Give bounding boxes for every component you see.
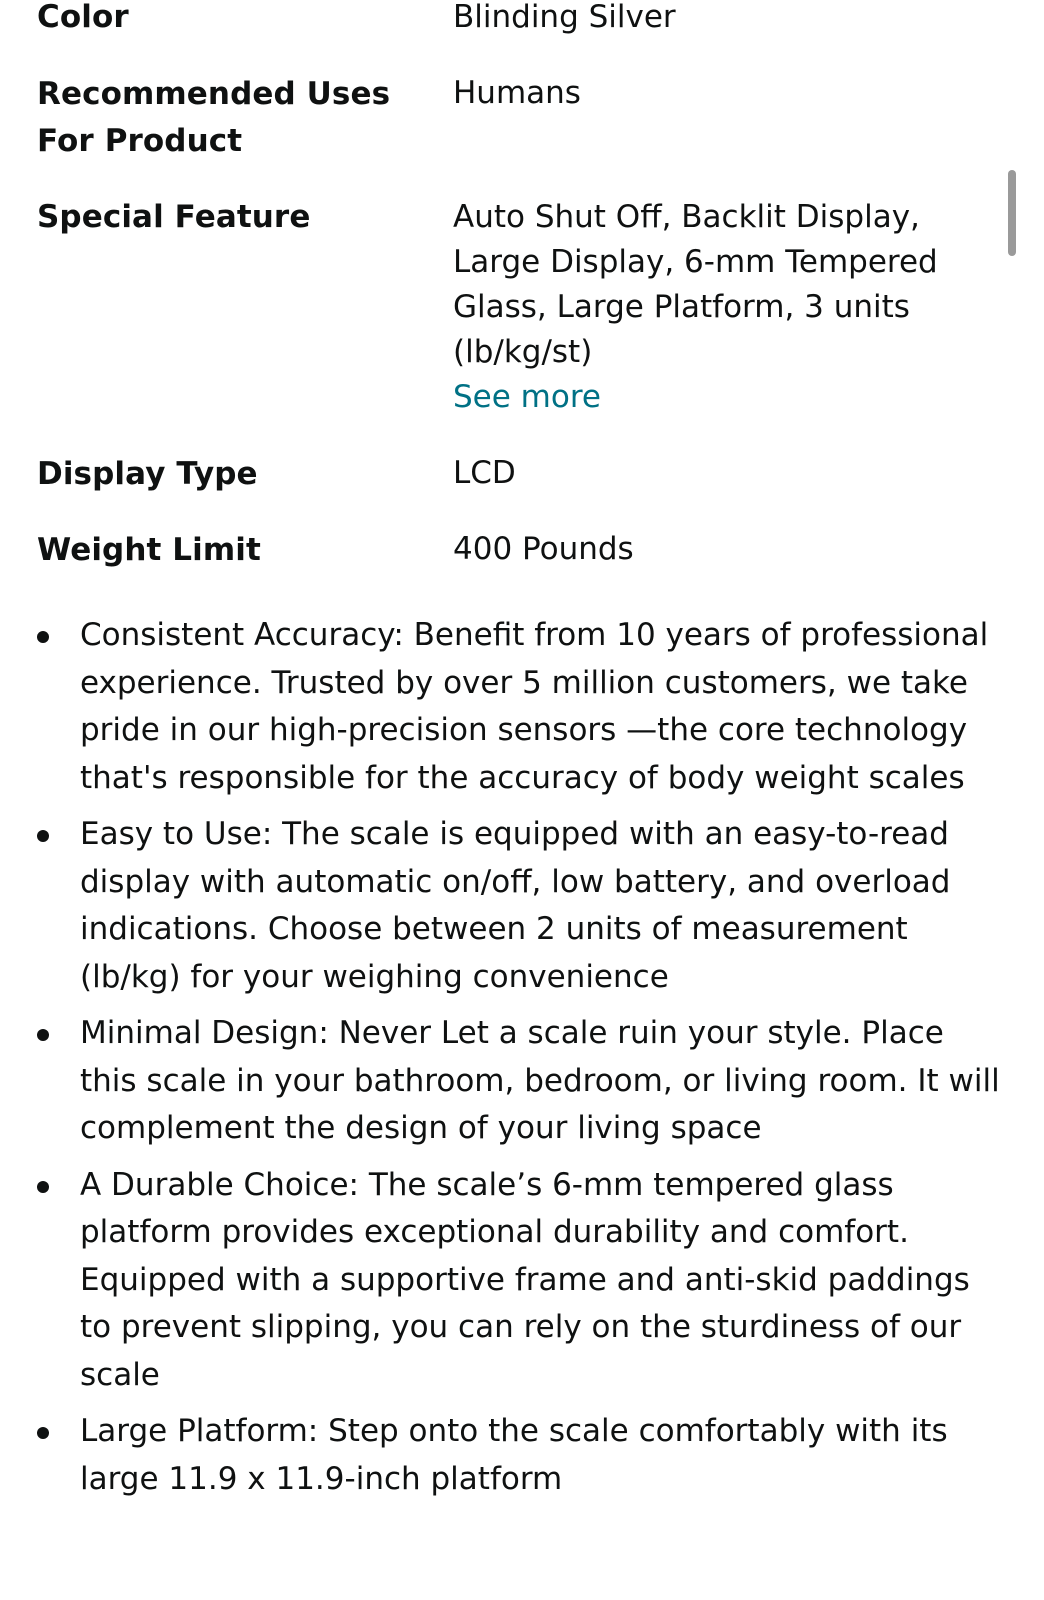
feature-bullet <box>0 811 1044 1001</box>
vertical-scrollbar[interactable] <box>1008 170 1016 256</box>
bullet-dot-icon <box>37 631 49 643</box>
feature-bullet-text: A Durable Choice: The scale’s 6-mm tempered glass platform provides exceptional durability and comfort. Equipped with a supportive frame and anti-skid paddings to prevent slipping, you can rely on the sturdiness of our scale <box>80 1166 970 1393</box>
feature-bullet <box>0 1408 1044 1503</box>
spec-label-weight-limit: Weight Limit <box>37 532 261 568</box>
feature-bullet-text: Easy to Use: The scale is equipped with an easy-to-read display with automatic on/off, low battery, and overload indications. Choose between 2 units of measurement (lb/kg) for your weighing convenience <box>80 816 951 995</box>
feature-bullet-text: Minimal Design: Never Let a scale ruin your style. Place this scale in your bathroom, bedroom, or living room. It will complement the design of your living space <box>80 1015 1000 1146</box>
feature-bullet-text: Consistent Accuracy: Benefit from 10 years of professional experience. Trusted by over 5 million customers, we take pride in our high-precision sensors —the core technology that's responsible for the accuracy of body weight scales <box>80 617 989 796</box>
feature-bullet-text: Large Platform: Step onto the scale comfortably with its large 11.9 x 11.9-inch platform <box>80 1413 948 1497</box>
bullet-dot-icon <box>37 830 49 842</box>
bullet-dot-icon <box>37 1181 49 1193</box>
spec-value-color: Blinding Silver <box>453 0 676 35</box>
spec-value-display-type: LCD <box>453 455 516 491</box>
spec-value-weight-limit: 400 Pounds <box>453 531 634 567</box>
feature-bullet-list <box>0 612 1044 1512</box>
special-feature-text: Auto Shut Off, Backlit Display, Large Display, 6-mm Tempered Glass, Large Platform, 3 units (lb/kg/st) <box>453 199 938 370</box>
bullet-dot-icon <box>37 1427 49 1439</box>
spec-label-color: Color <box>37 0 129 35</box>
feature-bullet <box>0 1010 1044 1153</box>
spec-label-recommended-uses: Recommended Uses For Product <box>37 76 391 159</box>
see-more-link[interactable]: See more <box>453 379 601 415</box>
spec-value-recommended-uses: Humans <box>453 75 581 111</box>
spec-value-special-feature <box>453 195 983 420</box>
feature-bullet <box>0 612 1044 802</box>
spec-label-special-feature: Special Feature <box>37 199 311 235</box>
feature-bullet <box>0 1162 1044 1400</box>
bullet-dot-icon <box>37 1029 49 1041</box>
spec-label-display-type: Display Type <box>37 456 258 492</box>
